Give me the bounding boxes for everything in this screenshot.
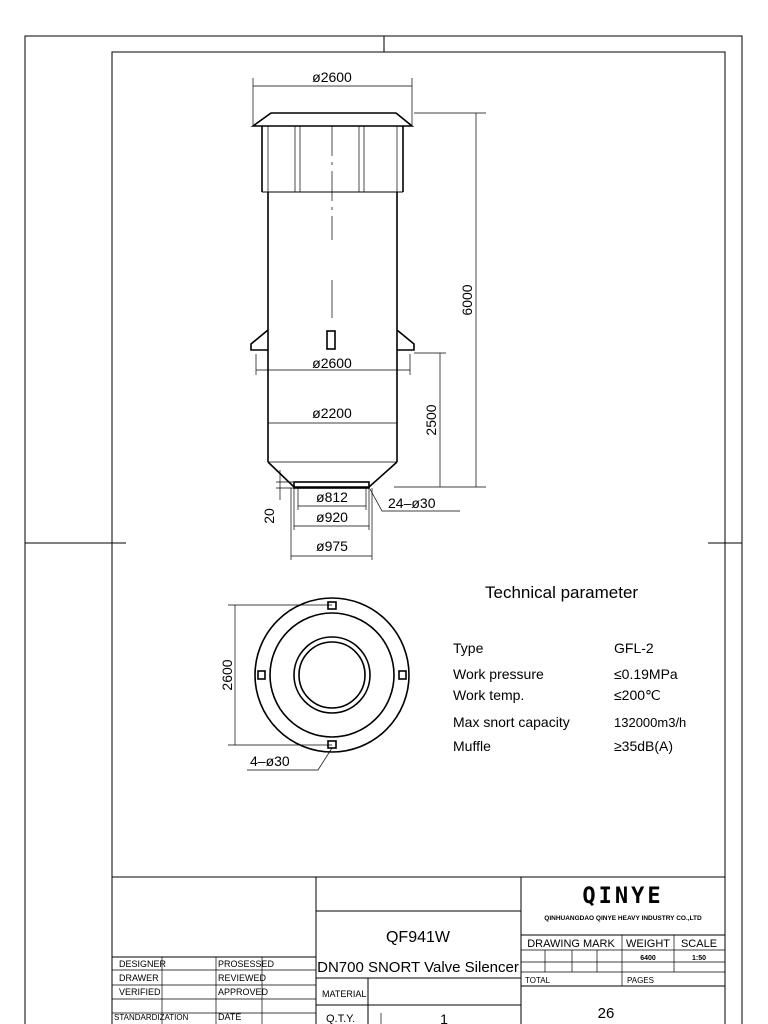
dim-plan-holes: 4–ø30 [250,753,290,769]
dim-d3: ø975 [316,538,348,554]
dim-height-total: 6000 [459,284,475,316]
tech-label-capacity: Max snort capacity [453,714,570,730]
tech-value-pressure: ≤0.19MPa [614,666,678,682]
tech-label-muffle: Muffle [453,738,491,754]
page-number: 26 [597,1005,615,1022]
left-lug [251,330,268,350]
label-drawer: DRAWER [119,973,159,983]
elevation-view [251,69,486,560]
tech-title: Technical parameter [485,583,639,602]
label-designer: DESIGNER [119,959,167,969]
inner-frame [112,52,725,1024]
label-qty: Q.T.Y. [326,1013,356,1024]
label-verified: VERIFIED [119,987,161,997]
center-marker [327,331,335,349]
dim-body-diameter: ø2200 [312,405,352,421]
dim-flange-thickness: 20 [261,508,277,524]
label-reviewed: REVIEWED [218,973,267,983]
scale-value: 1:50 [691,955,707,962]
tech-value-muffle: ≥35dB(A) [614,738,674,754]
label-total: TOTAL [525,976,551,985]
tech-label-temp: Work temp. [453,687,525,703]
dim-mid-diameter: ø2600 [312,355,352,371]
weight-value: 6400 [640,955,656,962]
label-standardization: STANDARDIZATION [114,1013,189,1022]
label-scale: SCALE [680,938,718,950]
label-date: DATE [218,1012,242,1022]
label-drawing-mark: DRAWING MARK [527,938,615,950]
dim-d2: ø920 [316,509,348,525]
plan-outer-circle [255,598,409,752]
label-weight: WEIGHT [626,938,670,950]
bottom-cone [268,462,397,487]
tech-value-type: GFL-2 [614,640,654,656]
label-approved: APPROVED [218,987,269,997]
model-number: QF941W [385,929,451,946]
label-prosessed: PROSESSED [218,959,275,969]
label-pages: PAGES [627,976,654,985]
brand-logo: QINYE [582,884,664,909]
dim-plan-diameter: 2600 [219,659,235,691]
dim-d1: ø812 [316,489,348,505]
company-name: QINHUANGDAO QINYE HEAVY INDUSTRY CO.,LTD [544,915,702,922]
tech-value-temp: ≤200℃ [614,687,661,703]
tech-label-type: Type [453,640,484,656]
plan-view [219,598,409,770]
label-material: MATERIAL [322,989,367,999]
product-name: DN700 SNORT Valve Silencer [317,959,519,976]
tech-label-pressure: Work pressure [453,666,544,682]
right-lug [397,330,414,350]
tech-value-capacity: 132000m3/h [614,715,687,730]
top-cap [253,113,412,126]
dim-bolt-holes-side: 24–ø30 [388,495,436,511]
technical-parameters [453,583,686,754]
dim-height-lower: 2500 [423,404,439,436]
outer-border [25,36,742,1024]
title-block [112,877,725,1024]
dim-top-diameter: ø2600 [312,69,352,85]
qty-value: 1 [440,1011,448,1024]
